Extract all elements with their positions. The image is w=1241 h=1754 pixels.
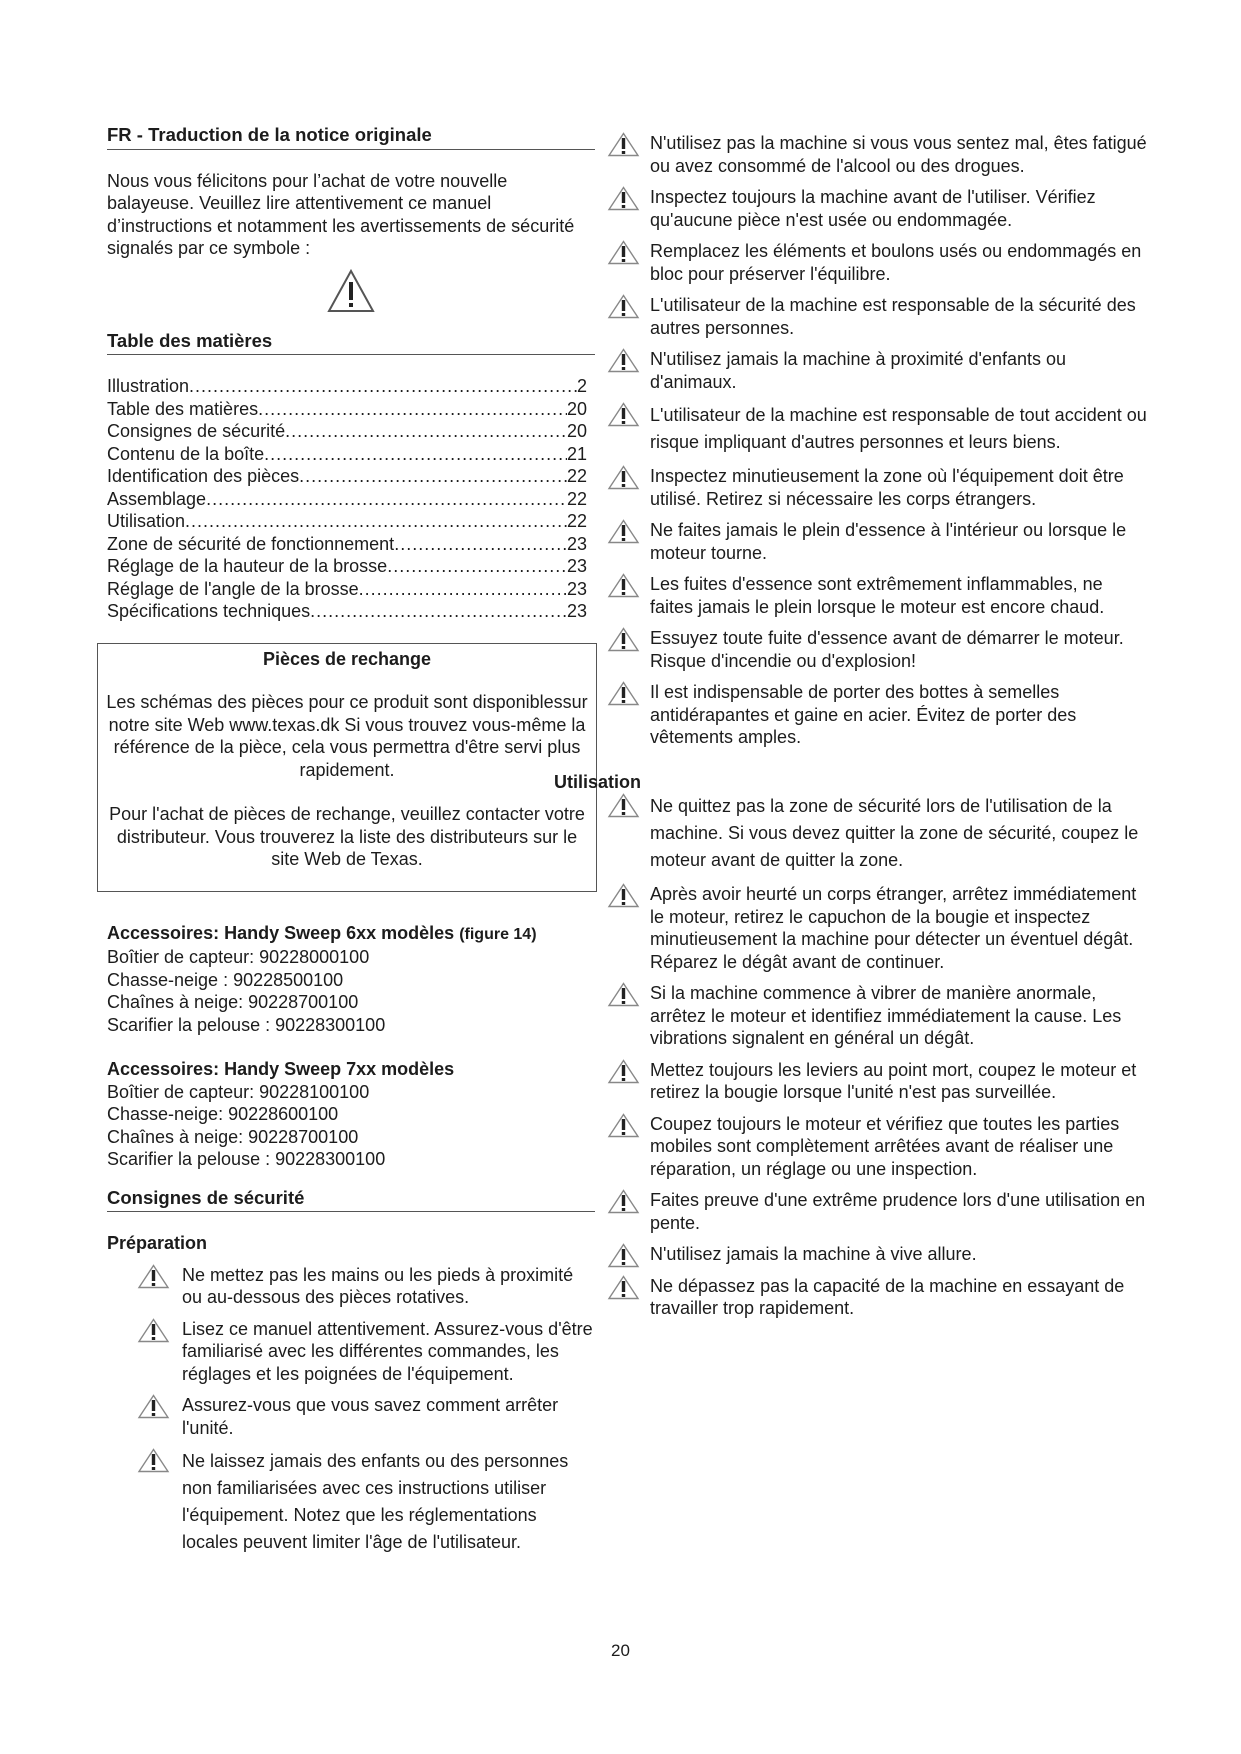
accessories-block [107,1058,595,1171]
safety-instruction [577,519,1150,564]
toc-entry-page: 22 [566,511,587,531]
warning-triangle-icon [607,793,640,818]
toc-entry-page: 2 [576,376,587,396]
safety-instruction-text: Faites preuve d'une extrême prudence lors d'une utilisation en pente. [650,1190,1146,1233]
toc-entry-page: 22 [566,466,587,486]
safety-instruction [107,1264,595,1309]
safety-instruction [107,1394,595,1439]
safety-instruction-text: Après avoir heurté un corps étranger, arrêtez immédiatement le moteur, retirez le capuchon de la bougie et inspectez minutieusement la machine pour détecter un éventuel dégât. Réparez le dégât avant de continuer. [650,884,1137,972]
toc-entry [107,488,587,511]
warning-triangle-icon [326,268,376,314]
warning-triangle-icon [607,627,640,652]
preparation-list-continued [650,132,1150,749]
usage-title: Utilisation [554,771,642,792]
table-of-contents [107,375,587,623]
toc-entry-label: Consignes de sécurité [107,421,286,441]
safety-instruction [107,1448,595,1556]
warning-triangle-icon [607,1189,640,1214]
warning-triangle-icon [607,681,640,706]
toc-leader-dots [185,510,567,533]
spare-parts-paragraph-1: Les schémas des pièces pour ce produit sont disponiblessur notre site Web www.texas.dk Si vous trouvez vous-même la référence de la pièce, cela vous permettra d'être servi plus rapidement. [106,692,588,780]
toc-entry [107,375,587,398]
toc-entry-label: Réglage de l'angle de la brosse [107,578,359,599]
accessory-item: Chaînes à neige: 90228700100 [107,1126,359,1147]
toc-entry [107,420,587,443]
toc-leader-dots [206,488,567,511]
safety-instruction [577,402,1150,456]
warning-triangle-icon [607,982,640,1007]
safety-instruction-text: Mettez toujours les leviers au point mort, coupez le moteur et retirez la bougie lorsque l'unité n'est pas surveillée. [650,1059,1137,1102]
warning-triangle-icon [137,1394,170,1419]
accessories-title [107,1058,595,1081]
warning-triangle-icon [607,132,640,157]
toc-entry-label: Réglage de la hauteur de la brosse [107,556,388,576]
safety-instruction-text: L'utilisateur de la machine est responsable de tout accident ou risque impliquant d'autres personnes et leurs biens. [650,405,1147,452]
toc-entry [107,533,587,556]
safety-instruction [577,186,1150,231]
safety-instruction-text: Les fuites d'essence sont extrêmement inflammables, ne faites jamais le plein lorsque le moteur est encore chaud. [650,574,1105,617]
safety-instruction-text: N'utilisez pas la machine si vous vous sentez mal, êtes fatigué ou avez consommé de l'alcool ou des drogues. [650,133,1147,176]
safety-instruction-text: Ne quittez pas la zone de sécurité lors de l'utilisation de la machine. Si vous devez quitter la zone de sécurité, coupez le moteur avant de quitter la zone. [650,796,1139,870]
safety-instruction [577,348,1150,393]
warning-triangle-icon [137,1448,170,1473]
safety-instruction-text: L'utilisateur de la machine est responsable de la sécurité des autres personnes. [650,295,1136,338]
toc-entry-page: 23 [566,578,587,599]
intro-paragraph: Nous vous félicitons pour l’achat de votre nouvelle balayeuse. Veuillez lire attentivement ce manuel d’instructions et notamment les avertissements de sécurité signalés par ce symbole : [107,170,575,258]
figure-reference: (figure 14) [459,925,537,943]
toc-entry [107,578,587,601]
warning-triangle-icon [607,186,640,211]
toc-entry-label: Zone de sécurité de fonctionnement [107,533,395,554]
safety-instruction-text: Remplacez les éléments et boulons usés ou endommagés en bloc pour préserver l'équilibre. [650,241,1142,284]
warning-triangle-icon [607,294,640,319]
safety-instruction-text: Coupez toujours le moteur et vérifiez que toutes les parties mobiles sont complètement arrêtées avant de réaliser une réparation, un réglage ou une inspection. [650,1113,1120,1179]
spare-parts-box [97,643,597,892]
toc-entry-page: 21 [566,443,587,464]
toc-entry-page: 22 [566,488,587,509]
safety-instruction [577,883,1150,973]
warning-triangle-icon [607,402,640,427]
warning-triangle-icon [607,519,640,544]
safety-instruction [577,1189,1150,1234]
safety-instruction [577,465,1150,510]
safety-instruction-text: Ne faites jamais le plein d'essence à l'intérieur ou lorsque le moteur tourne. [650,520,1127,563]
warning-triangle-icon [607,1059,640,1084]
safety-instruction-text: Inspectez minutieusement la zone où l'équipement doit être utilisé. Retirez si nécessaire les corps étrangers. [650,466,1124,509]
safety-instruction [577,240,1150,285]
warning-triangle-icon [607,1113,640,1138]
toc-entry [107,465,587,488]
safety-instruction [577,1059,1150,1104]
accessory-item: Scarifier la pelouse : 90228300100 [107,1014,386,1035]
toc-leader-dots [264,443,567,466]
safety-instruction-text: Ne laissez jamais des enfants ou des personnes non familiarisées avec ces instructions utiliser l'équipement. Notez que les réglementations locales peuvent limiter l'âge de l'utilisateur. [182,1451,569,1552]
safety-instruction [577,1243,1150,1266]
warning-triangle-icon [607,1275,640,1300]
accessories-title-text: Accessoires: Handy Sweep 7xx modèles [107,1059,455,1079]
accessory-item: Boîtier de capteur: 90228100100 [107,1081,370,1102]
accessory-item: Chasse-neige : 90228500100 [107,969,344,990]
toc-title: Table des matières [107,330,595,356]
toc-leader-dots [394,533,567,556]
usage-list [650,793,1150,1320]
safety-instruction [577,1113,1150,1181]
toc-leader-dots [285,420,567,443]
accessory-item: Scarifier la pelouse : 90228300100 [107,1149,386,1169]
spare-parts-title: Pièces de rechange [262,648,432,669]
safety-instruction [577,1275,1150,1320]
toc-entry-label: Assemblage [107,488,207,509]
page-number: 20 [611,1641,630,1660]
accessories-title-text: Accessoires: Handy Sweep 6xx modèles [107,922,455,943]
toc-leader-dots [359,578,567,601]
preparation-list [107,1264,595,1557]
safety-instruction [577,132,1150,177]
warning-triangle-icon [607,348,640,373]
toc-leader-dots [310,600,567,623]
toc-entry-label: Illustration [107,376,190,396]
toc-entry-label: Contenu de la boîte [107,443,265,464]
warning-triangle-icon [607,573,640,598]
safety-instruction-text: Lisez ce manuel attentivement. Assurez-vous d'être familiarisé avec les différentes commandes, les réglages et les poignées de l'équipement. [182,1318,593,1384]
toc-entry-page: 20 [566,421,587,441]
toc-entry-page: 23 [566,533,587,554]
safety-instruction [577,982,1150,1050]
safety-instruction-text: Essuyez toute fuite d'essence avant de démarrer le moteur. Risque d'incendie ou d'explosion! [650,628,1124,671]
safety-instruction-text: Inspectez toujours la machine avant de l'utiliser. Vérifiez qu'aucune pièce n'est usée ou endommagée. [650,187,1096,230]
toc-leader-dots [387,555,567,578]
accessory-item: Chasse-neige: 90228600100 [107,1104,339,1124]
safety-instruction-text: Il est indispensable de porter des bottes à semelles antidérapantes et gaine en acier. Évitez de porter des vêtements amples. [650,682,1077,747]
safety-instruction-text: N'utilisez jamais la machine à proximité d'enfants ou d'animaux. [650,349,1067,392]
safety-instruction-text: Si la machine commence à vibrer de manière anormale, arrêtez le moteur et identifiez immédiatement la cause. Les vibrations signalent en général un dégât. [650,983,1122,1048]
toc-entry [107,600,587,623]
warning-triangle-icon [607,883,640,908]
toc-leader-dots [189,375,577,398]
safety-instruction-text: N'utilisez jamais la machine à vive allure. [650,1244,977,1264]
safety-instruction-text: Ne dépassez pas la capacité de la machine en essayant de travailler trop rapidement. [650,1275,1125,1318]
warning-triangle-icon [137,1318,170,1343]
safety-instruction-text: Ne mettez pas les mains ou les pieds à proximité ou au-dessous des pièces rotatives. [182,1264,574,1307]
warning-triangle-icon [607,240,640,265]
toc-entry-label: Spécifications techniques [107,601,311,621]
safety-instruction [107,1318,595,1386]
toc-entry [107,443,587,466]
toc-entry-label: Identification des pièces [107,466,300,486]
safety-instruction [577,793,1150,874]
accessories-block [107,922,595,1037]
toc-entry [107,510,587,533]
toc-entry [107,555,587,578]
toc-entry-label: Utilisation [107,511,186,531]
toc-leader-dots [299,465,567,488]
toc-entry-page: 20 [566,398,587,419]
accessories-section [107,922,595,1171]
preparation-title: Préparation [107,1233,208,1253]
toc-leader-dots [258,398,567,421]
toc-entry [107,398,587,421]
left-column [107,124,595,1556]
toc-entry-label: Table des matières [107,398,259,419]
toc-entry-page: 23 [566,601,587,621]
accessory-item: Chaînes à neige: 90228700100 [107,992,359,1012]
safety-instruction [577,294,1150,339]
warning-triangle-icon [607,465,640,490]
accessories-title [107,922,595,947]
safety-title: Consignes de sécurité [107,1187,595,1213]
safety-instruction [577,573,1150,618]
warning-triangle-icon [607,1243,640,1268]
safety-instruction-text: Assurez-vous que vous savez comment arrêter l'unité. [182,1395,559,1438]
safety-instruction [577,681,1150,749]
toc-entry-page: 23 [566,556,587,576]
warning-triangle-icon [137,1264,170,1289]
safety-instruction [577,627,1150,672]
accessory-item: Boîtier de capteur: 90228000100 [107,947,370,967]
document-title: FR - Traduction de la notice originale [107,124,595,150]
spare-parts-paragraph-2: Pour l'achat de pièces de rechange, veuillez contacter votre distributeur. Vous trouverez la liste des distributeurs sur le site Web de Texas. [109,804,585,869]
